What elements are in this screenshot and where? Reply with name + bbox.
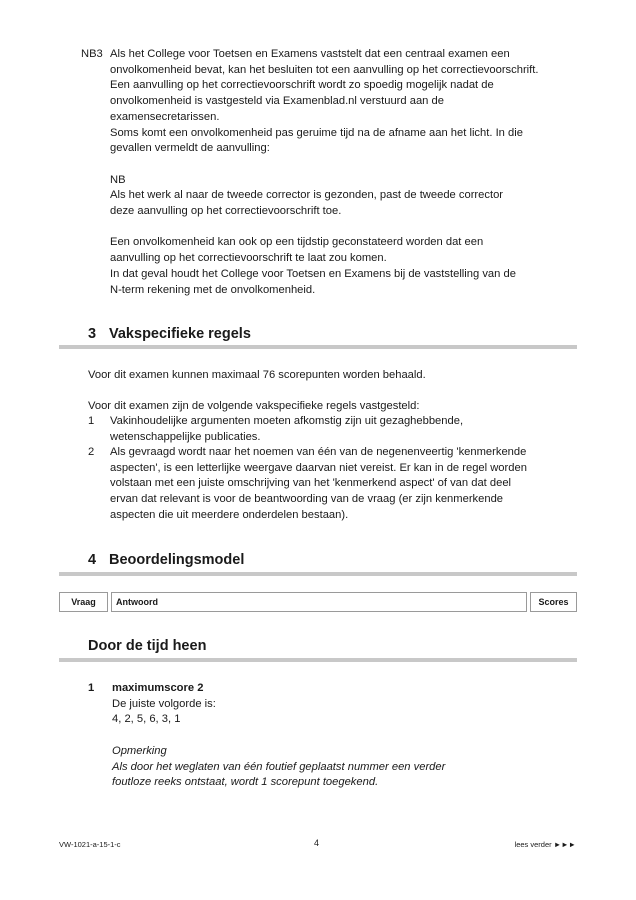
closing-line: Een onvolkomenheid kan ook op een tijdstip geconstateerd worden dat een	[110, 236, 484, 249]
section-divider	[59, 572, 577, 576]
footer-page-number: 4	[314, 838, 320, 848]
table-header-vraag	[59, 592, 108, 612]
rule-text	[110, 414, 463, 445]
rule-line: ervan dat relevant is voor de beantwoording van de vraag (er zijn kenmerkende	[110, 493, 504, 506]
nb3-line: onvolkomenheid is vastgesteld via Examenblad.nl verstuurd aan de	[110, 95, 444, 108]
footer-continue: lees verder ►►►	[514, 840, 576, 849]
section-number: 3	[88, 326, 97, 342]
rule-text	[110, 445, 527, 524]
nb-label: NB	[110, 173, 126, 186]
remark-label: Opmerking	[112, 744, 167, 757]
nb3-line: gevallen vermeldt de aanvulling:	[110, 142, 270, 155]
rule-line: Als gevraagd wordt naar het noemen van één van de negenenveertig 'kenmerkende	[110, 446, 527, 458]
nb3-line: examensecretarissen.	[110, 110, 220, 123]
nb3-text	[110, 47, 539, 298]
rule-number: 1	[88, 415, 95, 427]
nb3-line: onvolkomenheid bevat, kan het besluiten tot een aanvulling op het correctievoorschrift.	[110, 63, 539, 76]
rule-line: wetenschappelijke publicaties.	[110, 430, 261, 443]
table-header-label: Antwoord	[116, 597, 158, 607]
nb3-line: Soms komt een onvolkomenheid pas geruime tijd na de afname aan het licht. In die	[110, 126, 523, 139]
nb3-line: Een aanvulling op het correctievoorschrift wordt zo spoedig mogelijk nadat de	[110, 79, 494, 92]
section-number: 4	[88, 552, 97, 568]
part-title: Door de tijd heen	[88, 638, 207, 654]
nb3-label: NB3	[81, 48, 103, 60]
question-body	[112, 681, 445, 791]
nb-line: deze aanvulling op het correctievoorschrift toe.	[110, 205, 342, 218]
section-title: Vakspecifieke regels	[109, 326, 251, 342]
answer-line: 4, 2, 5, 6, 3, 1	[112, 713, 181, 726]
rule-line: aspecten', is een letterlijke weergave daarvan niet vereist. Er kan in de regel worden	[110, 461, 527, 474]
part-divider	[59, 658, 577, 662]
nb3-line: Als het College voor Toetsen en Examens vaststelt dat een centraal examen een	[110, 48, 510, 60]
footer-code: VW-1021-a-15-1-c	[59, 840, 121, 849]
table-header-label: Vraag	[71, 597, 96, 607]
maximumscore: maximumscore 2	[112, 682, 204, 694]
remark-line: Als door het weglaten van één foutief geplaatst nummer een verder	[112, 760, 446, 773]
rule-line: volstaan met een juiste omschrijving van het 'kenmerkend aspect' of van dat deel	[110, 477, 512, 490]
table-header-label: Scores	[538, 597, 569, 607]
section3-intro: Voor dit examen kunnen maximaal 76 scorepunten worden behaald.	[88, 369, 426, 381]
closing-line: N-term rekening met de onvolkomenheid.	[110, 283, 316, 296]
remark-line: foutloze reeks ontstaat, wordt 1 scorepunt toegekend.	[112, 776, 379, 789]
section-title: Beoordelingsmodel	[109, 552, 245, 568]
table-header-scores	[530, 592, 577, 612]
answer-line: De juiste volgorde is:	[112, 697, 216, 710]
rules-intro: Voor dit examen zijn de volgende vakspecifieke regels vastgesteld:	[88, 400, 420, 412]
nb-line: Als het werk al naar de tweede corrector is gezonden, past de tweede corrector	[110, 189, 504, 202]
table-header-antwoord	[111, 592, 527, 612]
closing-line: aanvulling op het correctievoorschrift te laat zou komen.	[110, 252, 387, 265]
rule-line: Vakinhoudelijke argumenten moeten afkomstig zijn uit gezaghebbende,	[110, 415, 464, 427]
rule-number: 2	[88, 446, 95, 458]
closing-line: In dat geval houdt het College voor Toetsen en Examens bij de vaststelling van de	[110, 267, 516, 280]
rule-line: aspecten die uit meerdere onderdelen bestaan).	[110, 508, 349, 521]
section-divider	[59, 345, 577, 349]
question-number: 1	[88, 682, 95, 694]
